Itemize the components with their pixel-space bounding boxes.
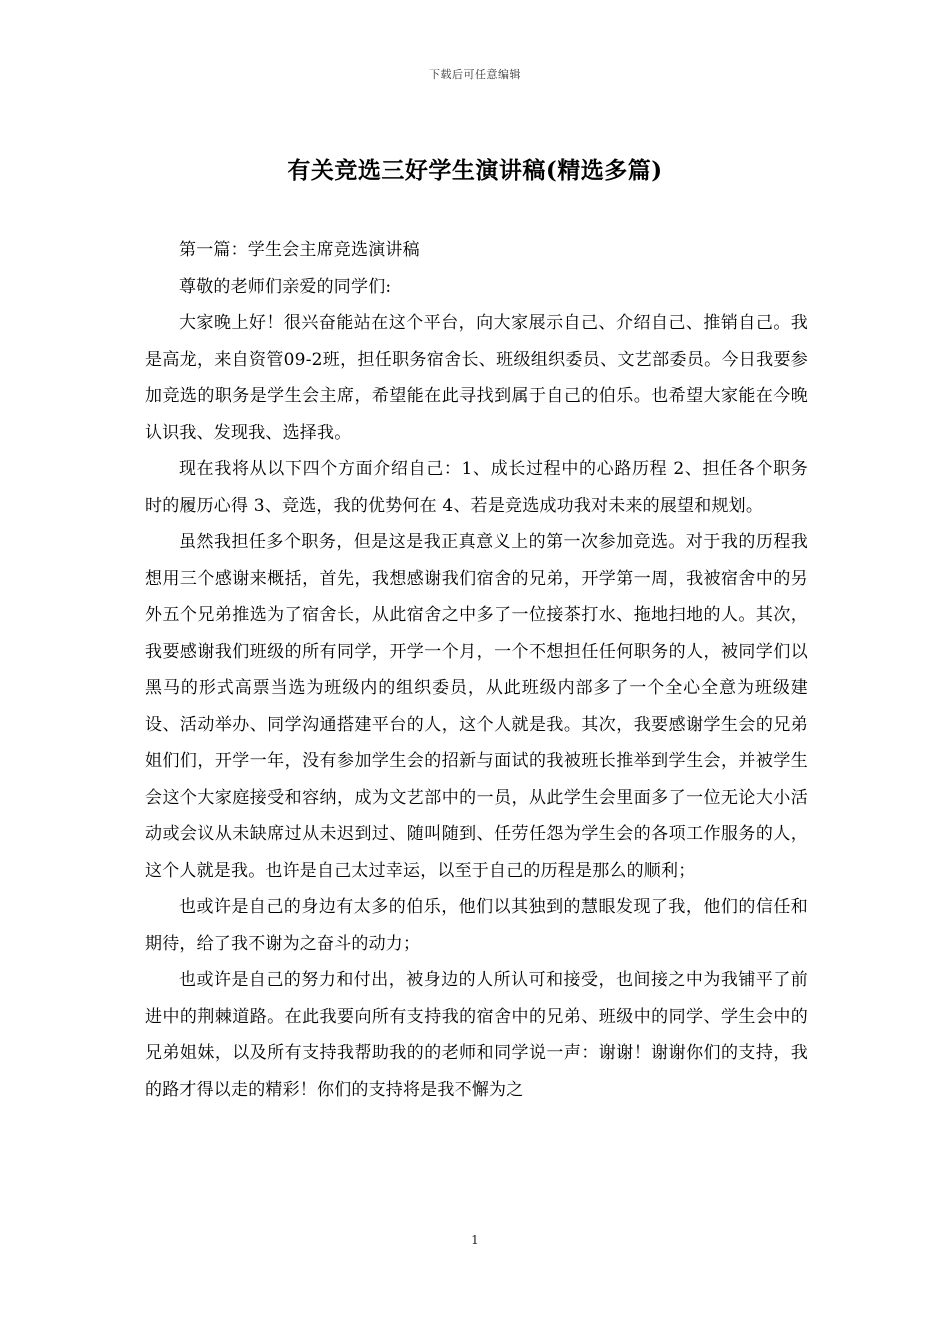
paragraph: 也或许是自己的努力和付出，被身边的人所认可和接受，也间接之中为我铺平了前进中的荆棘道路。在此我要向所有支持我的宿舍中的兄弟、班级中的同学、学生会中的兄弟姐妹，以及所有支持我帮助我的的老师和同学说一声：谢谢！谢谢你们的支持，我的路才得以走的精彩！你们的支持将是我不懈为之 — [145, 970, 808, 1100]
paragraph: 大家晚上好！很兴奋能站在这个平台，向大家展示自己、介绍自己、推销自己。我是高龙，来自资管09-2班，担任职务宿舍长、班级组织委员、文艺部委员。今日我要参加竞选的职务是学生会主席，希望能在此寻找到属于自己的伯乐。也希望大家能在今晚认识我、发现我、选择我。 — [145, 313, 808, 443]
section-heading: 第一篇：学生会主席竞选演讲稿 — [179, 240, 420, 260]
salutation: 尊敬的老师们亲爱的同学们: — [179, 276, 392, 297]
document-title: 有关竞选三好学生演讲稿(精选多篇) — [287, 157, 663, 184]
paragraph: 也或许是自己的身边有太多的伯乐，他们以其独到的慧眼发现了我，他们的信任和期待，给了我不谢为之奋斗的动力； — [145, 897, 808, 954]
document-body — [145, 232, 808, 1108]
header-note: 下载后可任意编辑 — [429, 68, 521, 81]
paragraph: 现在我将从以下四个方面介绍自己：1、成长过程中的心路历程 2、担任各个职务时的履历心得 3、竞选，我的优势何在 4、若是竞选成功我对未来的展望和规划。 — [145, 459, 808, 516]
paragraph: 虽然我担任多个职务，但是这是我正真意义上的第一次参加竞选。对于我的历程我想用三个感谢来概括，首先，我想感谢我们宿舍的兄弟，开学第一周，我被宿舍中的另外五个兄弟推选为了宿舍长，从此宿舍之中多了一位接茶打水、拖地扫地的人。其次，我要感谢我们班级的所有同学，开学一个月，一个不想担任任何职务的人，被同学们以黑马的形式高票当选为班级内的组织委员，从此班级内部多了一个全心全意为班级建设、活动举办、同学沟通搭建平台的人，这个人就是我。其次，我要感谢学生会的兄弟姐们们，开学一年，没有参加学生会的招新与面试的我被班长推举到学生会，并被学生会这个大家庭接受和容纳，成为文艺部中的一员，从此学生会里面多了一位无论大小活动或会议从未缺席过从未迟到过、随叫随到、任劳任怨为学生会的各项工作服务的人，这个人就是我。也许是自己太过幸运，以至于自己的历程是那么的顺利； — [145, 532, 808, 881]
page-number: 1 — [471, 1233, 479, 1247]
